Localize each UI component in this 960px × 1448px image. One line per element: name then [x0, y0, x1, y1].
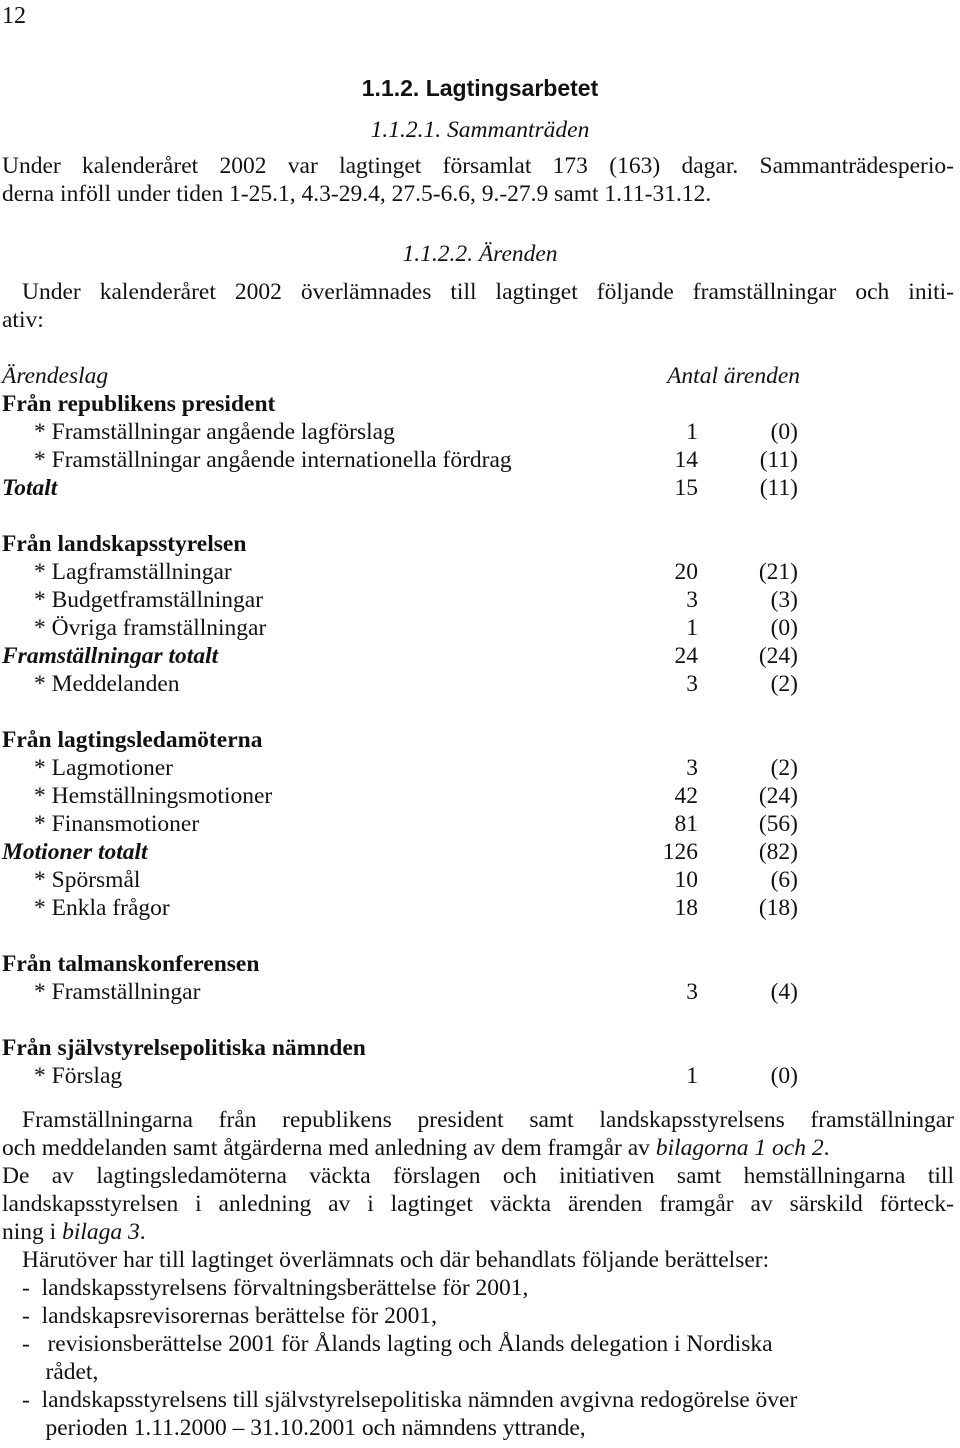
list-item-continuation: rådet,: [22, 1359, 99, 1385]
paragraph-line: Under kalenderåret 2002 överlämnades till lagtinget följande framställningar och initi-: [22, 279, 954, 305]
table-row: [0, 810, 960, 838]
list-item: - landskapsrevisorernas berättelse för 2001,: [22, 1303, 438, 1329]
paragraph-line: landskapsstyrelsen i anledning av i lagtinget väckta ärenden framgår av särskild förteck-: [2, 1191, 954, 1217]
paragraph-line: De av lagtingsledamöterna väckta förslagen och initiativen samt hemställningarna till: [2, 1163, 954, 1189]
paragraph-line: Framställningarna från republikens president samt landskapsstyrelsens framställningar: [22, 1107, 954, 1133]
group-heading: Från landskapsstyrelsen: [2, 531, 247, 557]
page-number: 12: [2, 3, 26, 29]
paragraph-line: Under kalenderåret 2002 var lagtinget församlat 173 (163) dagar. Sammanträdesperio-: [2, 153, 954, 179]
row-label: * Övriga framställningar: [34, 615, 267, 641]
list-item: - landskapsstyrelsens till självstyrelsepolitiska nämnden avgivna redogörelse över: [22, 1387, 798, 1413]
row-count: 3: [686, 671, 698, 697]
row-label: * Lagmotioner: [34, 755, 174, 781]
row-label: * Lagframställningar: [34, 559, 232, 585]
row-previous: (21): [758, 559, 798, 585]
row-count: 81: [674, 811, 698, 837]
column-header-arendeslag: Ärendeslag: [2, 363, 109, 389]
table-row: [0, 978, 960, 1006]
paragraph-line: [2, 1218, 146, 1246]
table-row-total: [0, 838, 960, 866]
table-row: [0, 586, 960, 614]
row-previous: (0): [770, 615, 798, 641]
row-count: 42: [674, 783, 698, 809]
table-row: [0, 614, 960, 642]
row-label: * Förslag: [34, 1063, 123, 1089]
table-row: [0, 670, 960, 698]
row-label: * Framställningar: [34, 979, 201, 1005]
row-previous: (11): [759, 475, 798, 501]
paragraph-line: Härutöver har till lagtinget överlämnats och där behandlats följande berättelser:: [22, 1247, 770, 1273]
row-count: 20: [674, 559, 698, 585]
table-row: [0, 418, 960, 446]
row-previous: (11): [759, 447, 798, 473]
group-heading: Från lagtingsledamöterna: [2, 727, 263, 753]
row-label: Framställningar totalt: [2, 643, 219, 669]
row-previous: (82): [758, 839, 798, 865]
row-label: * Hemställningsmotioner: [34, 783, 273, 809]
row-previous: (18): [758, 895, 798, 921]
table-row: [0, 558, 960, 586]
row-previous: (56): [758, 811, 798, 837]
row-label: Totalt: [2, 475, 58, 501]
row-previous: (4): [770, 979, 798, 1005]
appendix-reference: bilaga 3: [62, 1219, 140, 1245]
row-count: 14: [674, 447, 698, 473]
row-previous: (24): [758, 783, 798, 809]
row-count: 126: [662, 839, 698, 865]
list-item: - revisionsberättelse 2001 för Ålands lagting och Ålands delegation i Nordiska: [22, 1331, 773, 1357]
row-count: 24: [674, 643, 698, 669]
table-row-total: [0, 474, 960, 502]
row-count: 10: [674, 867, 698, 893]
appendix-reference: bilagorna 1 och 2: [655, 1135, 824, 1161]
row-count: 3: [686, 587, 698, 613]
group-heading: Från republikens president: [2, 391, 276, 417]
table-row: [0, 754, 960, 782]
row-count: 3: [686, 979, 698, 1005]
table-row: [0, 782, 960, 810]
row-label: * Budgetframställningar: [34, 587, 264, 613]
text-run: .: [823, 1135, 830, 1161]
row-previous: (2): [770, 755, 798, 781]
text-run: och meddelanden samt åtgärderna med anledning av dem framgår av: [2, 1135, 656, 1161]
list-item-continuation: perioden 1.11.2000 – 31.10.2001 och nämndens yttrande,: [22, 1415, 586, 1441]
row-count: 18: [674, 895, 698, 921]
row-previous: (0): [770, 419, 798, 445]
text-run: ning i: [2, 1219, 63, 1245]
row-label: * Framställningar angående lagförslag: [34, 419, 395, 445]
row-previous: (2): [770, 671, 798, 697]
table-row: [0, 446, 960, 474]
row-label: * Framställningar angående internationella fördrag: [34, 447, 512, 473]
text-run: .: [139, 1219, 146, 1245]
row-label: Motioner totalt: [2, 839, 148, 865]
table-row-total: [0, 642, 960, 670]
row-count: 3: [686, 755, 698, 781]
row-previous: (0): [770, 1063, 798, 1089]
group-heading: Från självstyrelsepolitiska nämnden: [2, 1035, 366, 1061]
row-count: 1: [686, 419, 698, 445]
paragraph-line: derna inföll under tiden 1-25.1, 4.3-29.4, 27.5-6.6, 9.-27.9 samt 1.11-31.12.: [2, 181, 712, 207]
row-count: 15: [674, 475, 698, 501]
table-row: [0, 866, 960, 894]
table-row: [0, 894, 960, 922]
column-header-antal-arenden: Antal ärenden: [667, 363, 800, 389]
row-previous: (24): [758, 643, 798, 669]
row-label: * Spörsmål: [34, 867, 141, 893]
subsection-title-arenden: 1.1.2.2. Ärenden: [402, 241, 558, 267]
row-label: * Meddelanden: [34, 671, 180, 697]
paragraph-line: ativ:: [2, 307, 44, 333]
row-count: 1: [686, 1063, 698, 1089]
list-item: - landskapsstyrelsens förvaltningsberättelse för 2001,: [22, 1275, 529, 1301]
row-previous: (3): [770, 587, 798, 613]
row-count: 1: [686, 615, 698, 641]
section-title: 1.1.2. Lagtingsarbetet: [361, 75, 599, 101]
row-label: * Enkla frågor: [34, 895, 170, 921]
subsection-title-sammantraden: 1.1.2.1. Sammanträden: [370, 117, 590, 143]
group-heading: Från talmanskonferensen: [2, 951, 260, 977]
row-previous: (6): [770, 867, 798, 893]
table-row: [0, 1062, 960, 1090]
paragraph-line: [2, 1134, 829, 1162]
row-label: * Finansmotioner: [34, 811, 200, 837]
